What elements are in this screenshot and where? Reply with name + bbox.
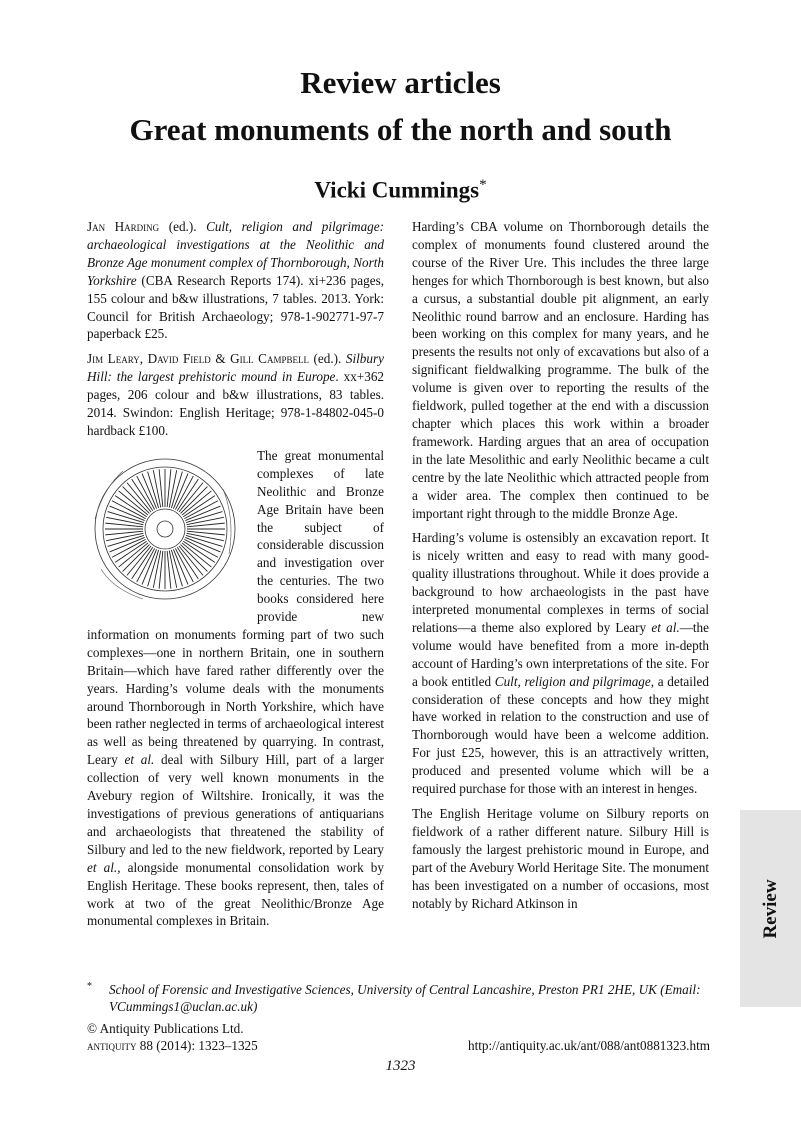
author-footnote-mark[interactable]: * (479, 177, 487, 193)
assessment-text-3: , a detailed consideration of these concepts and how they might have worked in relation to the construction and use of Thornborough would have been a welcome addition. For just £25, however, this is an attractively written, produced and presented volume which will be a required purchase for those with an interest in henges. (412, 673, 709, 797)
article-title: Great monuments of the north and south (129, 112, 672, 147)
citation-details: 88 (2014): 1323–1325 (136, 1038, 258, 1053)
assessment-text-1: Harding’s volume is ostensibly an excavation report. It is nicely written and easy to read with many good-quality illustrations throughout. While it does provide a background to how archaeologists in the past have interpreted monumental complexes in terms of social relations—a theme also explored by Leary (412, 530, 709, 635)
ref2-authors: Jim Leary, David Field & Gill Campbell (87, 351, 309, 367)
silbury-paragraph: The English Heritage volume on Silbury reports on fieldwork of a rather different nature. Silbury Hill is famously the largest prehistoric mound in Europe, and part of the Avebury World Heritage Site. The monument has been investigated on a number of occasions, most notably by Richard Atkinson in (412, 806, 709, 911)
et-al-2: et al. (87, 859, 118, 875)
left-column (87, 218, 384, 937)
section-title: Review articles (300, 65, 501, 100)
assessment-text-2: —the volume would have benefited from a more in-depth account of Harding’s own interpretations of the site. For a book entitled (412, 619, 709, 689)
et-al-1: et al. (124, 752, 155, 768)
intro-paragraph (87, 447, 384, 930)
publisher-copyright: © Antiquity Publications Ltd. (87, 1021, 244, 1036)
assessment-paragraph (412, 529, 709, 798)
ref1-author: Jan Harding (87, 219, 160, 234)
page-number: 1323 (385, 1058, 416, 1074)
henge-illustration (83, 449, 243, 607)
et-al-3: et al. (651, 619, 680, 635)
intro-text-1: The great monumental complexes of late Neolithic and Bronze Age Britain have been the subject of considerable discussion and investigation over the centuries. The two books considered here provide new information on monuments forming part of two such complexes—one in northern Britain, one in southern Britain—which have fared rather differently over the years. Harding’s volume deals with the monuments around Thornborough in North Yorkshire, which have been rather neglected in terms of archaeological interest as well as being threatened by quarrying. In contrast, Leary (87, 447, 384, 768)
ref1-title: Cult, religion and pilgrimage: archaeological investigations at the Neolithic and Bronze Age monument complex of Thornborough, North Yorkshire (87, 219, 384, 288)
journal-name: antiquity (87, 1038, 137, 1053)
footnote-mark: * (87, 981, 92, 992)
review-tab-label: Review (759, 878, 781, 939)
intro-text-2: deal with Silbury Hill, part of a larger collection of very well known monuments in the Avebury region of Wiltshire. Ironically, it was the investigations of previous generations of antiquarians and archaeologists that threatened the stability of Silbury and led to the new fieldwork, reported by Leary (87, 752, 385, 857)
henge-drawing-icon (83, 449, 243, 607)
author-footnote (87, 982, 707, 1015)
article-url[interactable]: http://antiquity.ac.uk/ant/088/ant0881323.htm (468, 1038, 710, 1053)
author-text: Vicki Cummings (314, 177, 480, 203)
intro-text-3: , alongside monumental consolidation work by English Heritage. These books represent, then, tales of work at two of the great Neolithic/Bronze Age monumental complexes in Britain. (87, 859, 384, 929)
assessment-book-title: Cult, religion and pilgrimage (494, 673, 651, 689)
ref1-details: (CBA Research Reports 174). xi+236 pages, 155 colour and b&w illustrations, 7 tables. 2013. York: Council for British Archaeology; 978-1-902771-97-7 paperback £25. (87, 272, 384, 342)
ref2-title: Silbury Hill: the largest prehistoric mound in Europe (87, 351, 384, 385)
book-reference-2 (87, 350, 384, 440)
right-column (412, 218, 709, 919)
author-name (0, 170, 801, 206)
book-reference-1 (87, 218, 384, 343)
footnote-text: School of Forensic and Investigative Sciences, University of Central Lancashire, Preston PR1 2HE, UK (Email: VCummings1@uclan.ac.uk) (109, 982, 701, 1014)
journal-citation (87, 1038, 258, 1054)
ref2-details: . xx+362 pages, 206 colour and b&w illustrations, 83 tables. 2014. Swindon: English Heritage; 978-1-84802-045-0 hardback £100. (87, 369, 385, 438)
ref1-ed: (ed.). (159, 219, 207, 234)
ref2-ed: (ed.). (308, 351, 346, 367)
review-side-tab (740, 810, 801, 1007)
thornborough-paragraph: Harding’s CBA volume on Thornborough details the complex of monuments found clustered around the course of the River Ure. This includes the three large henges for which Thornborough is best known, but also a cursus, a substantial double pit alignment, an early Neolithic round barrow and an enclosure. Harding has been working on this complex for many years, and he presents the results not only of excavations but also of a significant fieldwalking programme. The bulk of the volume is given over to reporting the results of the fieldwork, pulled together at the end with a discussion chapter which places this work within a broader framework. Harding argues that an area of occupation in the late Mesolithic and early Neolithic became a cult centre by the late Neolithic which attracted people from a wider area. The complex then continued to be important right through to the middle Bronze Age. (412, 219, 709, 521)
